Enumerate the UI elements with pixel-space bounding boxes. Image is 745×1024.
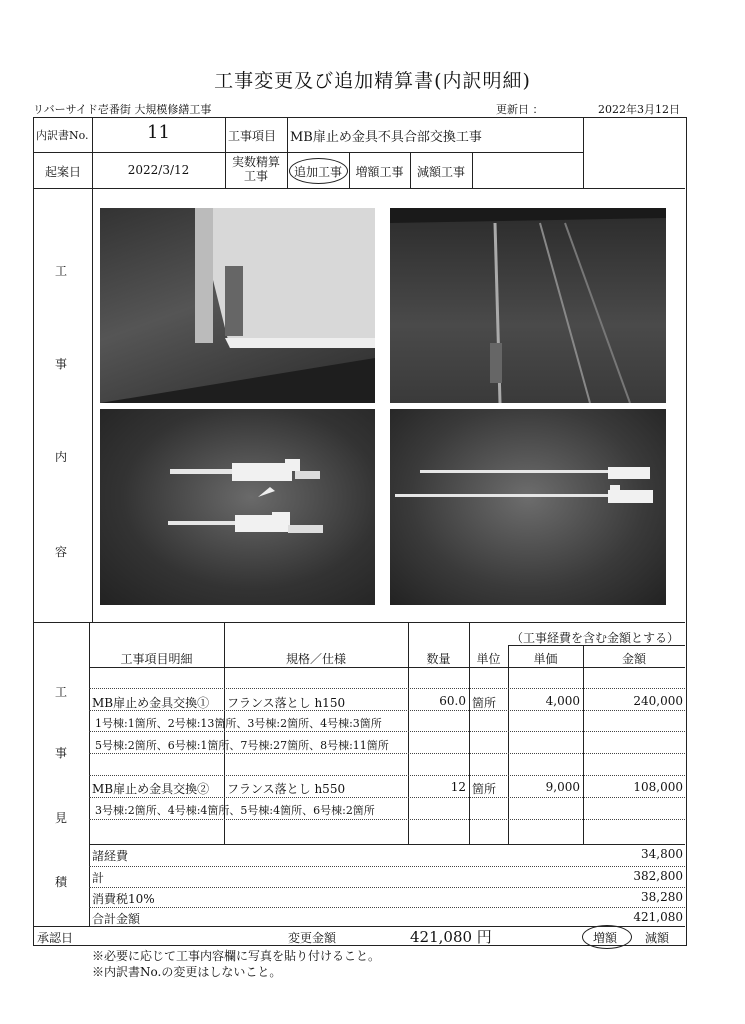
approval-date-label: 承認日 — [37, 931, 74, 945]
row-1-qty: 60.0 — [439, 694, 466, 708]
photo-latch-parts-long — [390, 409, 666, 605]
row-1-note-2: 5号棟:2箇所、6号棟:1箇所、7号棟:27箇所、8号棟:11箇所 — [95, 739, 389, 752]
estimate-section-char-1: 工 — [55, 685, 68, 699]
row-1-amount: 240,000 — [633, 694, 683, 708]
actual-calc-label — [225, 155, 287, 183]
breakdown-no: 11 — [147, 122, 170, 143]
row-2-note-1: 3号棟:2箇所、4号棟:4箇所、5号棟:4箇所、6号棟:2箇所 — [95, 804, 375, 817]
col-unit-price: 単価 — [533, 652, 558, 666]
col-amount: 金額 — [621, 652, 646, 666]
col-unit: 単位 — [476, 652, 501, 666]
photo-section-char-1: 工 — [55, 264, 68, 278]
estimate-section-char-4: 積 — [55, 875, 68, 889]
actual-calc-label-1: 実数精算 — [231, 155, 280, 169]
col-spec: 規格／仕様 — [285, 652, 346, 666]
subtotal-amount: 382,800 — [633, 869, 683, 883]
note-photos: ※必要に応じて工事内容欄に写真を貼り付けること。 — [92, 949, 381, 963]
row-2-spec: フランス落とし h550 — [227, 782, 346, 796]
draft-date: 2022/3/12 — [127, 163, 190, 177]
row-1-unit-price: 4,000 — [545, 694, 580, 708]
photo-door-latch-1 — [100, 208, 375, 403]
col-qty: 数量 — [426, 652, 451, 666]
photo-section-char-2: 事 — [55, 357, 68, 371]
increase-work: 増額工事 — [355, 165, 404, 179]
updated-label: 更新日 ： — [496, 103, 544, 116]
tax-label: 消費税10% — [92, 892, 155, 906]
draft-date-label: 起案日 — [45, 165, 82, 179]
row-1-unit: 箇所 — [472, 696, 497, 710]
row-1-note-1: 1号棟:1箇所、2号棟:13箇所、3号棟:2箇所、4号棟:3箇所 — [95, 717, 382, 730]
row-2-amount: 108,000 — [633, 780, 683, 794]
total-amount: 421,080 — [633, 910, 683, 924]
work-item: MB扉止め金具不具合部交換工事 — [290, 130, 482, 145]
actual-calc-label-2: 工事 — [243, 169, 268, 183]
updated-date: 2022年3月12日 — [598, 103, 680, 116]
photo-door-latch-2 — [390, 208, 666, 403]
note-breakdown-no: ※内訳書No.の変更はしないこと。 — [92, 965, 282, 979]
row-2-unit-price: 9,000 — [545, 780, 580, 794]
increase-label: 増額 — [593, 931, 618, 945]
additional-work: 追加工事 — [293, 165, 342, 179]
row-2-item: MB扉止め金具交換② — [92, 782, 210, 796]
row-1-item: MB扉止め金具交換① — [92, 696, 210, 710]
photo-latch-parts-short — [100, 409, 375, 605]
estimate-note: （工事経費を含む金額とする） — [511, 631, 680, 645]
col-item: 工事項目明細 — [120, 652, 193, 666]
total-label: 合計金額 — [92, 912, 141, 926]
decrease-label: 減額 — [645, 931, 670, 945]
misc-label: 諸経費 — [92, 849, 129, 863]
row-2-qty: 12 — [450, 780, 466, 794]
tax-amount: 38,280 — [641, 890, 683, 904]
page-title: 工事変更及び追加精算書(内訳明細) — [214, 70, 531, 92]
estimate-section-char-2: 事 — [55, 746, 68, 760]
project-name: リバーサイド壱番街 大規模修繕工事 — [33, 103, 212, 116]
decrease-work: 減額工事 — [416, 165, 465, 179]
row-1-spec: フランス落とし h150 — [227, 696, 346, 710]
change-amount-label: 変更金額 — [288, 931, 337, 945]
row-2-unit: 箇所 — [472, 782, 497, 796]
misc-amount: 34,800 — [641, 847, 683, 861]
subtotal-label: 計 — [92, 871, 105, 885]
breakdown-no-label: 内訳書No. — [36, 129, 89, 142]
work-item-label: 工事項目 — [228, 129, 277, 143]
photo-section-char-4: 容 — [55, 545, 68, 559]
estimate-section-char-3: 見 — [55, 811, 68, 825]
change-amount: 421,080 円 — [410, 928, 492, 946]
photo-section-char-3: 内 — [55, 450, 68, 464]
